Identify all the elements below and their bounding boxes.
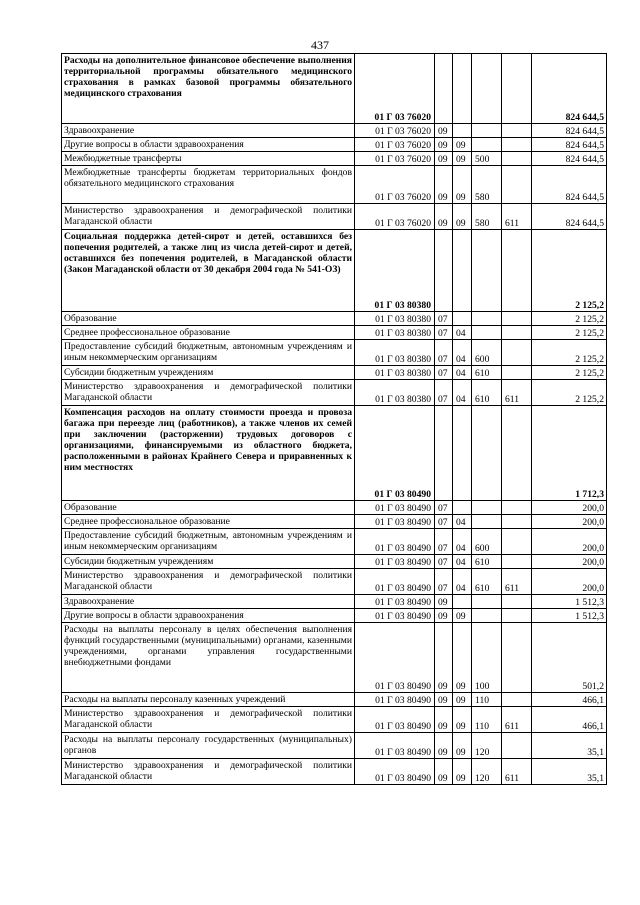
table-row	[62, 54, 607, 124]
amount: 2 125,2	[532, 380, 607, 406]
target-code: 01 Г 03 80490	[355, 529, 435, 555]
expense-type-code: 110	[472, 693, 502, 707]
target-code: 01 Г 03 80380	[355, 380, 435, 406]
amount: 200,0	[532, 569, 607, 595]
row-name: Среднее профессиональное образование	[62, 515, 355, 529]
amount: 501,2	[532, 623, 607, 693]
row-name: Здравоохранение	[62, 124, 355, 138]
subsection-code: 09	[453, 609, 472, 623]
subsection-code	[453, 406, 472, 501]
row-name: Субсидии бюджетным учреждениям	[62, 366, 355, 380]
budget-table	[61, 53, 607, 785]
expense-type-code	[472, 501, 502, 515]
section-code: 09	[435, 733, 453, 759]
section-code: 07	[435, 569, 453, 595]
administrator-code	[502, 406, 532, 501]
table-row	[62, 230, 607, 312]
administrator-code	[502, 595, 532, 609]
row-name: Межбюджетные трансферты	[62, 152, 355, 166]
row-name: Министерство здравоохранения и демографической политики Магаданской области	[62, 204, 355, 230]
target-code: 01 Г 03 80490	[355, 595, 435, 609]
page-number: 437	[311, 38, 329, 52]
administrator-code	[502, 366, 532, 380]
amount: 466,1	[532, 693, 607, 707]
subsection-code: 09	[453, 733, 472, 759]
administrator-code	[502, 138, 532, 152]
administrator-code	[502, 733, 532, 759]
target-code: 01 Г 03 76020	[355, 204, 435, 230]
target-code: 01 Г 03 80490	[355, 406, 435, 501]
administrator-code	[502, 54, 532, 124]
row-name: Предоставление субсидий бюджетным, автономным учреждениям и иным некоммерческим организациям	[62, 340, 355, 366]
expense-type-code: 100	[472, 623, 502, 693]
row-name: Предоставление субсидий бюджетным, автономным учреждениям и иным некоммерческим организациям	[62, 529, 355, 555]
amount: 824 644,5	[532, 166, 607, 204]
target-code: 01 Г 03 76020	[355, 138, 435, 152]
section-code: 09	[435, 124, 453, 138]
expense-type-code	[472, 609, 502, 623]
target-code: 01 Г 03 80490	[355, 515, 435, 529]
administrator-code	[502, 515, 532, 529]
amount: 35,1	[532, 733, 607, 759]
section-code: 09	[435, 759, 453, 785]
administrator-code	[502, 312, 532, 326]
row-name: Министерство здравоохранения и демографической политики Магаданской области	[62, 707, 355, 733]
row-name: Другие вопросы в области здравоохранения	[62, 609, 355, 623]
administrator-code	[502, 230, 532, 312]
section-code: 07	[435, 515, 453, 529]
expense-type-code	[472, 406, 502, 501]
target-code: 01 Г 03 80490	[355, 693, 435, 707]
table-row	[62, 759, 607, 785]
expense-type-code: 500	[472, 152, 502, 166]
table-row	[62, 733, 607, 759]
target-code: 01 Г 03 80490	[355, 759, 435, 785]
subsection-code	[453, 230, 472, 312]
subsection-code: 04	[453, 569, 472, 595]
administrator-code: 611	[502, 380, 532, 406]
expense-type-code: 610	[472, 569, 502, 595]
expense-type-code: 120	[472, 733, 502, 759]
table-row	[62, 693, 607, 707]
row-name: Компенсация расходов на оплату стоимости проезда и провоза багажа при переезде лиц (работников), а также членов их семей при заключении (расторжении) трудовых договоров с организациями, финансируемыми из областного бюджета, расположенными в районах Крайнего Севера и приравненных к ним местностях	[62, 406, 355, 501]
administrator-code	[502, 609, 532, 623]
administrator-code: 611	[502, 707, 532, 733]
amount: 824 644,5	[532, 124, 607, 138]
amount: 200,0	[532, 555, 607, 569]
row-name: Образование	[62, 501, 355, 515]
subsection-code: 04	[453, 515, 472, 529]
row-name: Среднее профессиональное образование	[62, 326, 355, 340]
expense-type-code: 600	[472, 340, 502, 366]
table-row	[62, 138, 607, 152]
subsection-code: 09	[453, 693, 472, 707]
target-code: 01 Г 03 80380	[355, 230, 435, 312]
expense-type-code: 120	[472, 759, 502, 785]
subsection-code: 04	[453, 340, 472, 366]
section-code	[435, 406, 453, 501]
expense-type-code	[472, 54, 502, 124]
row-name: Субсидии бюджетным учреждениям	[62, 555, 355, 569]
table-row	[62, 406, 607, 501]
subsection-code: 09	[453, 759, 472, 785]
section-code: 09	[435, 623, 453, 693]
administrator-code: 611	[502, 204, 532, 230]
table-row	[62, 152, 607, 166]
section-code: 07	[435, 380, 453, 406]
subsection-code	[453, 54, 472, 124]
administrator-code	[502, 340, 532, 366]
row-name: Министерство здравоохранения и демографической политики Магаданской области	[62, 759, 355, 785]
table-row	[62, 623, 607, 693]
row-name: Расходы на дополнительное финансовое обеспечение выполнения территориальной программы обязательного медицинского страхования в рамках базовой программы обязательного медицинского страхования	[62, 54, 355, 124]
expense-type-code: 580	[472, 166, 502, 204]
subsection-code: 09	[453, 707, 472, 733]
table-row	[62, 555, 607, 569]
table-row	[62, 204, 607, 230]
amount: 2 125,2	[532, 326, 607, 340]
expense-type-code: 600	[472, 529, 502, 555]
administrator-code	[502, 326, 532, 340]
expense-type-code	[472, 138, 502, 152]
section-code: 09	[435, 166, 453, 204]
section-code: 07	[435, 555, 453, 569]
subsection-code	[453, 124, 472, 138]
administrator-code	[502, 166, 532, 204]
section-code: 07	[435, 326, 453, 340]
table-row	[62, 609, 607, 623]
amount: 824 644,5	[532, 152, 607, 166]
row-name: Министерство здравоохранения и демографической политики Магаданской области	[62, 569, 355, 595]
section-code: 09	[435, 152, 453, 166]
section-code	[435, 54, 453, 124]
administrator-code	[502, 124, 532, 138]
amount: 824 644,5	[532, 54, 607, 124]
subsection-code: 09	[453, 204, 472, 230]
table-row	[62, 312, 607, 326]
target-code: 01 Г 03 80490	[355, 501, 435, 515]
section-code: 09	[435, 609, 453, 623]
target-code: 01 Г 03 80490	[355, 609, 435, 623]
administrator-code	[502, 501, 532, 515]
target-code: 01 Г 03 80380	[355, 340, 435, 366]
amount: 2 125,2	[532, 230, 607, 312]
row-name: Другие вопросы в области здравоохранения	[62, 138, 355, 152]
expense-type-code: 110	[472, 707, 502, 733]
subsection-code	[453, 312, 472, 326]
administrator-code	[502, 555, 532, 569]
row-name: Образование	[62, 312, 355, 326]
target-code: 01 Г 03 80490	[355, 569, 435, 595]
row-name: Здравоохранение	[62, 595, 355, 609]
target-code: 01 Г 03 76020	[355, 54, 435, 124]
subsection-code: 09	[453, 166, 472, 204]
section-code: 09	[435, 707, 453, 733]
subsection-code: 04	[453, 380, 472, 406]
row-name: Расходы на выплаты персоналу государственных (муниципальных) органов	[62, 733, 355, 759]
administrator-code	[502, 693, 532, 707]
table-row	[62, 595, 607, 609]
section-code: 07	[435, 501, 453, 515]
section-code: 07	[435, 529, 453, 555]
administrator-code: 611	[502, 759, 532, 785]
expense-type-code	[472, 326, 502, 340]
target-code: 01 Г 03 80380	[355, 312, 435, 326]
target-code: 01 Г 03 80380	[355, 326, 435, 340]
table-row	[62, 380, 607, 406]
subsection-code: 04	[453, 366, 472, 380]
subsection-code: 04	[453, 529, 472, 555]
table-row	[62, 515, 607, 529]
table-row	[62, 326, 607, 340]
expense-type-code: 610	[472, 380, 502, 406]
administrator-code: 611	[502, 569, 532, 595]
target-code: 01 Г 03 76020	[355, 166, 435, 204]
expense-type-code	[472, 595, 502, 609]
table-row	[62, 501, 607, 515]
table-row	[62, 569, 607, 595]
table-row	[62, 124, 607, 138]
target-code: 01 Г 03 80490	[355, 623, 435, 693]
section-code: 09	[435, 595, 453, 609]
expense-type-code: 610	[472, 555, 502, 569]
target-code: 01 Г 03 80490	[355, 707, 435, 733]
administrator-code	[502, 623, 532, 693]
amount: 1 712,3	[532, 406, 607, 501]
subsection-code: 09	[453, 138, 472, 152]
section-code: 09	[435, 138, 453, 152]
section-code: 09	[435, 204, 453, 230]
amount: 35,1	[532, 759, 607, 785]
row-name: Социальная поддержка детей-сирот и детей, оставшихся без попечения родителей, а также лиц из числа детей-сирот и детей, оставшихся без попечения родителей, в Магаданской области (Закон Магаданской области от 30 декабря 2004 года № 541-ОЗ)	[62, 230, 355, 312]
target-code: 01 Г 03 76020	[355, 124, 435, 138]
target-code: 01 Г 03 76020	[355, 152, 435, 166]
amount: 466,1	[532, 707, 607, 733]
expense-type-code	[472, 124, 502, 138]
table-row	[62, 366, 607, 380]
amount: 2 125,2	[532, 366, 607, 380]
section-code: 07	[435, 312, 453, 326]
expense-type-code	[472, 515, 502, 529]
administrator-code	[502, 529, 532, 555]
amount: 1 512,3	[532, 609, 607, 623]
subsection-code: 09	[453, 623, 472, 693]
expense-type-code	[472, 312, 502, 326]
section-code: 09	[435, 693, 453, 707]
target-code: 01 Г 03 80490	[355, 555, 435, 569]
amount: 1 512,3	[532, 595, 607, 609]
section-code: 07	[435, 366, 453, 380]
amount: 2 125,2	[532, 312, 607, 326]
amount: 824 644,5	[532, 138, 607, 152]
table-row	[62, 340, 607, 366]
expense-type-code: 610	[472, 366, 502, 380]
subsection-code: 04	[453, 326, 472, 340]
target-code: 01 Г 03 80380	[355, 366, 435, 380]
subsection-code	[453, 501, 472, 515]
section-code: 07	[435, 340, 453, 366]
amount: 200,0	[532, 529, 607, 555]
row-name: Межбюджетные трансферты бюджетам территориальных фондов обязательного медицинского страхования	[62, 166, 355, 204]
amount: 2 125,2	[532, 340, 607, 366]
row-name: Расходы на выплаты персоналу в целях обеспечения выполнения функций государственными (муниципальными) органами, казенными учреждениями, органами управления государственными внебюджетными фондами	[62, 623, 355, 693]
amount: 200,0	[532, 515, 607, 529]
target-code: 01 Г 03 80490	[355, 733, 435, 759]
table-row	[62, 529, 607, 555]
administrator-code	[502, 152, 532, 166]
amount: 200,0	[532, 501, 607, 515]
expense-type-code	[472, 230, 502, 312]
amount: 824 644,5	[532, 204, 607, 230]
table-row	[62, 707, 607, 733]
subsection-code: 04	[453, 555, 472, 569]
table-row	[62, 166, 607, 204]
subsection-code	[453, 595, 472, 609]
subsection-code: 09	[453, 152, 472, 166]
section-code	[435, 230, 453, 312]
row-name: Министерство здравоохранения и демографической политики Магаданской области	[62, 380, 355, 406]
row-name: Расходы на выплаты персоналу казенных учреждений	[62, 693, 355, 707]
expense-type-code: 580	[472, 204, 502, 230]
